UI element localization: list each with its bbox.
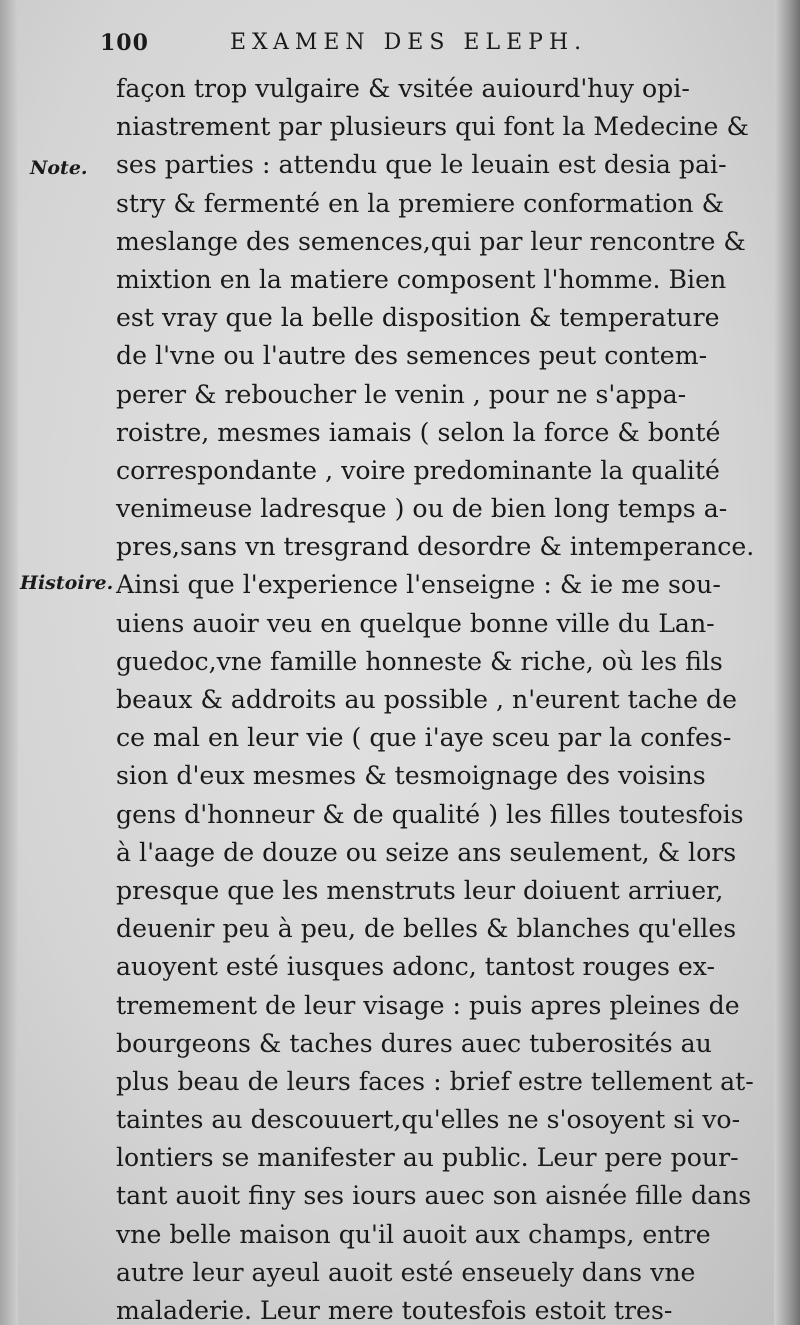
- text-line: Ainsi que l'experience l'enseigne : & ie me sou-: [116, 570, 721, 600]
- text-line: autre leur ayeul auoit esté enseuely dans vne: [116, 1257, 696, 1287]
- text-line: meslange des semences,qui par leur rencontre &: [116, 226, 746, 256]
- text-line: tremement de leur visage : puis apres pleines de: [116, 990, 740, 1020]
- text-line: façon trop vulgaire & vsitée auiourd'huy opi-: [116, 74, 690, 103]
- text-line: de l'vne ou l'autre des semences peut contem-: [116, 341, 708, 371]
- text-line: uiens auoir veu en quelque bonne ville du Lan-: [116, 608, 715, 638]
- page-number: 100: [100, 30, 149, 56]
- text-line: sion d'eux mesmes & tesmoignage des voisins: [116, 761, 706, 791]
- page-header: [100, 30, 670, 64]
- text-line: est vray que la belle disposition & temperature: [116, 303, 720, 333]
- text-line: venimeuse ladresque ) ou de bien long temps a-: [116, 494, 728, 524]
- text-line: roistre, mesmes iamais ( selon la force & bonté: [116, 417, 721, 447]
- text-line: maladerie. Leur mere toutesfois estoit tres-: [116, 1296, 673, 1325]
- page-left-edge: [0, 0, 18, 1325]
- text-line: tant auoit finy ses iours auec son aisnée fille dans: [116, 1181, 752, 1211]
- text-line: beaux & addroits au possible , n'eurent tache de: [116, 685, 738, 714]
- text-line: ses parties : attendu que le leuain est desia pai-: [116, 150, 727, 180]
- page-right-edge: [774, 0, 800, 1325]
- text-line: niastrement par plusieurs qui font la Medecine &: [116, 112, 749, 142]
- text-line: pres,sans vn tresgrand desordre & intemperance.: [116, 532, 755, 562]
- margin-note-histoire: Histoire.: [20, 572, 114, 594]
- text-line: gens d'honneur & de qualité ) les filles toutesfois: [116, 799, 744, 829]
- text-line: deuenir peu à peu, de belles & blanches qu'elles: [116, 914, 737, 944]
- body-text: [116, 70, 768, 1325]
- text-line: lontiers se manifester au public. Leur pere pour-: [116, 1143, 739, 1173]
- running-title: EXAMEN DES ELEPH.: [230, 30, 588, 55]
- text-line: correspondante , voire predominante la qualité: [116, 455, 720, 485]
- text-line: perer & reboucher le venin , pour ne s'appa-: [116, 379, 687, 409]
- text-line: presque que les menstruts leur doiuent arriuer,: [116, 875, 724, 905]
- margin-note-note: Note.: [30, 157, 88, 179]
- text-line: auoyent esté iusques adonc, tantost rouges ex-: [116, 952, 716, 982]
- text-line: plus beau de leurs faces : brief estre tellement at-: [116, 1066, 754, 1096]
- text-line: à l'aage de douze ou seize ans seulement, & lors: [116, 837, 737, 867]
- text-line: taintes au descouuert,qu'elles ne s'osoyent si vo-: [116, 1105, 741, 1135]
- text-line: bourgeons & taches dures auec tuberosités au: [116, 1028, 712, 1058]
- text-line: stry & fermenté en la premiere conformation &: [116, 188, 725, 218]
- text-line: guedoc,vne famille honneste & riche, où les fils: [116, 646, 723, 676]
- text-line: mixtion en la matiere composent l'homme. Bien: [116, 264, 727, 294]
- text-line: vne belle maison qu'il auoit aux champs, entre: [116, 1219, 711, 1249]
- text-line: ce mal en leur vie ( que i'aye sceu par la confes-: [116, 723, 732, 753]
